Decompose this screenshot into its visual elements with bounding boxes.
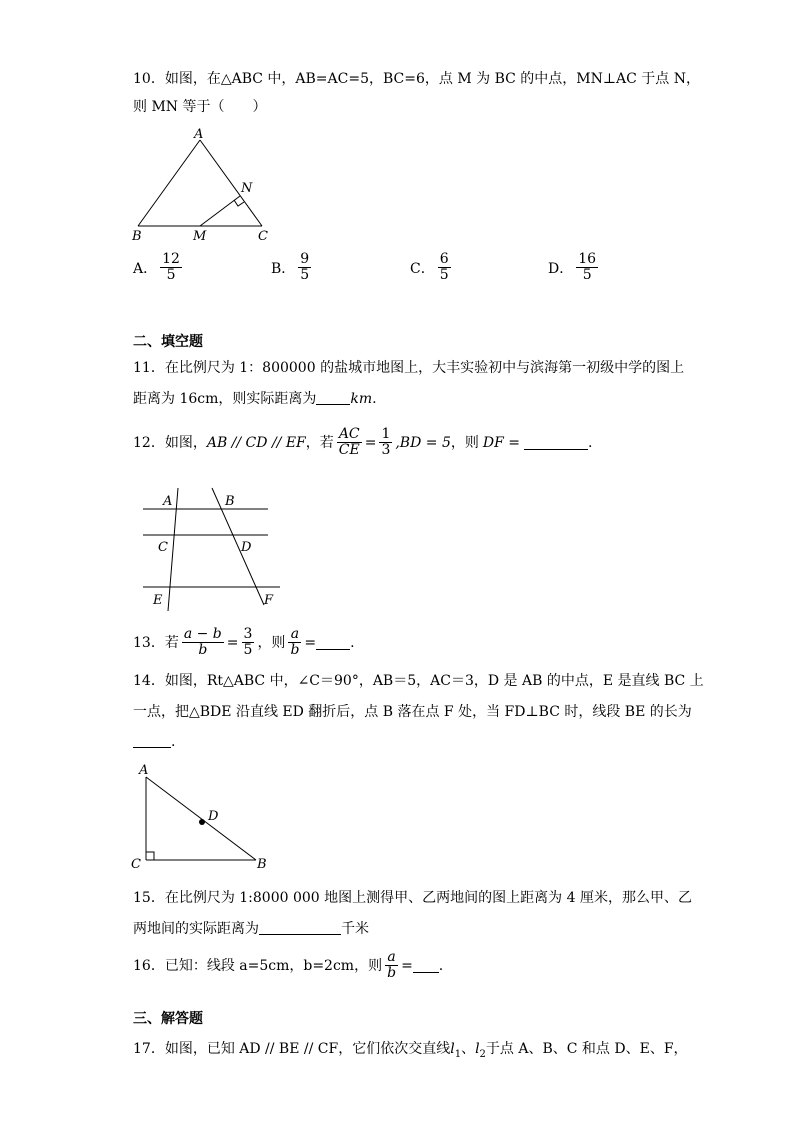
q10-option-d[interactable]: [548, 252, 601, 283]
q11-answer-blank[interactable]: [316, 390, 350, 405]
option-letter: A．: [133, 260, 158, 277]
q12-label-B: B: [225, 494, 235, 509]
q14-line2: 一点，把△BDE 沿直线 ED 翻折后，点 B 落在点 F 处，当 FD⊥BC 时，线段 BE 的长为: [133, 704, 692, 720]
q14-label-C: C: [131, 857, 141, 872]
q12-label-A: A: [163, 494, 173, 509]
q11-line2: 距离为 16cm，则实际距离为 km.: [133, 391, 377, 407]
q12-label-F: F: [264, 593, 274, 608]
q15-answer-blank[interactable]: [259, 920, 341, 935]
q13-fraction-a-minus-b-over-b: $\frac{a - b}{b}$: [183, 626, 222, 658]
q12-label-E: E: [153, 593, 163, 608]
q12-label-C: C: [158, 540, 168, 555]
q14-label-B: B: [257, 857, 267, 872]
q14-point-d: [199, 819, 205, 825]
section-heading-solve: 三、解答题: [133, 1011, 203, 1027]
q16-answer-blank[interactable]: [413, 958, 439, 973]
option-fraction: $\frac{9}{5}$: [300, 251, 310, 283]
q16-fraction-a-over-b: $\frac{a}{b}$: [387, 949, 397, 981]
q15-line1: 15．在比例尺为 1:8000 000 地图上测得甲、乙两地间的图上距离为 4 厘米，那么甲、乙: [133, 890, 692, 906]
option-fraction: $\frac{16}{5}$: [578, 251, 597, 283]
q14-right-triangle-figure: [128, 762, 273, 874]
q11-line1: 11．在比例尺为 1：800000 的盐城市地图上，大丰实验初中与滨海第一初级中学的图上: [133, 360, 685, 376]
option-fraction: $\frac{6}{5}$: [439, 251, 449, 283]
option-letter: C．: [410, 260, 435, 277]
q12-fraction-ac-ce: $\frac{AC}{CE}$: [338, 426, 360, 458]
q17-line1: 17．如图，已知 AD // BE // CF，它们依次交直线$l_1$、$l_2$于点 A、B、C 和点 D、E、F，: [133, 1041, 688, 1060]
option-fraction: $\frac{12}{5}$: [162, 251, 180, 283]
q12-line: 12．如图， AB // CD // EF ，若 $\frac{AC}{CE}$ = $\frac{1}{3}$ ,BD = 5 ，则 DF = .: [133, 426, 593, 458]
q13-line: 13．若 $\frac{a - b}{b}$ = $\frac{3}{5}$ ，则 $\frac{a}{b}$ = .: [133, 626, 355, 658]
q13-fraction-3-5: $\frac{3}{5}$: [243, 626, 253, 658]
q10-label-A: A: [194, 127, 204, 142]
q12-label-D: D: [241, 540, 252, 555]
q10-line2: 则 MN 等于（ ）: [133, 99, 267, 115]
q12-answer-blank[interactable]: [524, 435, 588, 450]
q10-option-c[interactable]: [410, 252, 454, 283]
q14-answer-blank[interactable]: [133, 733, 171, 748]
q14-label-D: D: [208, 809, 219, 824]
section-heading-fill-in: 二、填空题: [133, 334, 203, 350]
q12-fraction-1-3: $\frac{1}{3}$: [381, 426, 391, 458]
q10-label-M: M: [193, 229, 207, 244]
option-letter: B．: [271, 260, 296, 277]
q10-label-C: C: [258, 229, 268, 244]
q14-line3: .: [133, 733, 175, 751]
q15-line2: 两地间的实际距离为 千米: [133, 921, 369, 937]
q13-fraction-a-over-b: $\frac{a}{b}$: [290, 626, 300, 658]
q12-parallel-lines-figure: [140, 484, 285, 614]
option-letter: D．: [548, 260, 574, 277]
q10-label-N: N: [241, 181, 253, 196]
q14-label-A: A: [139, 763, 149, 778]
q10-option-a[interactable]: [133, 252, 185, 283]
q14-line1: 14．如图，Rt△ABC 中，∠C＝90°，AB＝5，AC＝3，D 是 AB 的中点，E 是直线 BC 上: [133, 673, 704, 689]
q10-label-B: B: [132, 229, 142, 244]
q10-triangle-figure: [128, 126, 278, 244]
q16-line: 16．已知：线段 a=5cm，b=2cm，则 $\frac{a}{b}$ = .: [133, 949, 444, 981]
q10-line1: 10．如图，在△ABC 中，AB=AC=5，BC=6，点 M 为 BC 的中点，MN⊥AC 于点 N，: [133, 71, 701, 87]
q13-answer-blank[interactable]: [316, 635, 350, 650]
q10-option-b[interactable]: [271, 252, 314, 283]
